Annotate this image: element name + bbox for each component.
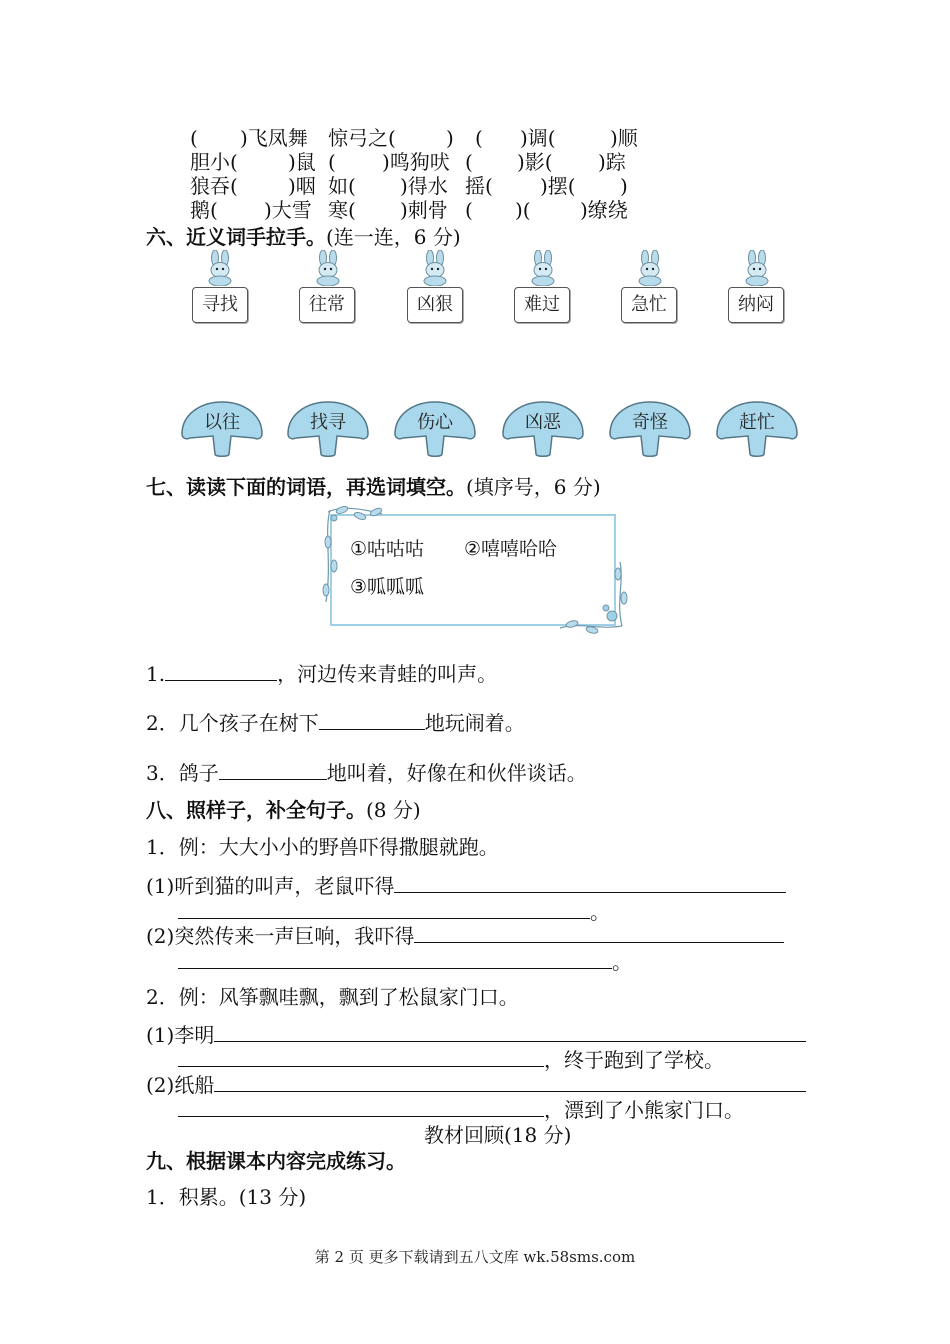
section-note: (填序号，6 分) (466, 475, 601, 499)
fill-question-3 (146, 759, 587, 786)
question-suffix: 地玩闹着。 (424, 711, 525, 735)
idiom-text: 鹅( (190, 198, 218, 222)
question-prefix: 2．几个孩子在树下 (146, 711, 319, 735)
mushroom-word: 奇怪 (632, 412, 668, 433)
idiom-text: )鼠 (288, 150, 316, 174)
sentence-2-1 (146, 1021, 806, 1048)
example-1: 1．例：大大小小的野兽吓得撒腿就跑。 (146, 835, 499, 859)
question-suffix: 地叫着，好像在和伙伴谈话。 (326, 761, 587, 785)
bunny-icon (740, 250, 774, 286)
idiom-text: )顺 (610, 126, 638, 150)
answer-blank[interactable] (178, 948, 612, 969)
section-title: 六、近义词手拉手。 (146, 225, 326, 249)
idiom-text: )摆( (540, 174, 576, 198)
sentence-period: 。 (590, 900, 610, 924)
idiom-text: 狼吞( (190, 174, 238, 198)
idiom-text: )得水 (400, 174, 448, 198)
answer-blank[interactable] (319, 709, 425, 730)
sentence-1-1-cont (178, 898, 610, 925)
sentence-1-2-cont (178, 948, 632, 975)
idiom-text: ( (465, 198, 473, 222)
idiom-text: )影( (517, 150, 553, 174)
idiom-text: )大雪 (264, 198, 312, 222)
bunny-icon (311, 250, 345, 286)
answer-blank[interactable] (165, 660, 277, 681)
mushroom-card[interactable] (392, 400, 478, 460)
mushroom-word: 伤心 (417, 412, 453, 433)
question-prefix: 1. (146, 662, 166, 686)
idiom-text: )咽 (288, 174, 316, 198)
sentence-2-2 (146, 1071, 806, 1098)
idiom-text: ) (446, 126, 454, 150)
answer-blank[interactable] (219, 759, 327, 780)
section-8-heading (146, 797, 421, 823)
bunny-icon (526, 250, 560, 286)
answer-blank[interactable] (414, 922, 784, 943)
sentence-period: 。 (612, 950, 632, 974)
idiom-text: 寒( (328, 198, 356, 222)
idiom-text: )( (515, 198, 531, 222)
sentence-suffix: ，终于跑到了学校。 (544, 1048, 724, 1072)
sentence-1-2 (146, 922, 784, 949)
sentence-prefix: (2)纸船 (146, 1073, 215, 1097)
sentence-suffix: ，漂到了小熊家门口。 (544, 1098, 744, 1122)
word-card-top[interactable]: 往常 (299, 287, 355, 323)
sentence-prefix: (1)李明 (146, 1023, 215, 1047)
option-2: ②嘻嘻哈哈 (464, 538, 558, 560)
fill-question-2 (146, 709, 525, 736)
idiom-text: )鸣狗吠 (382, 150, 450, 174)
idiom-text: ( (465, 150, 473, 174)
sentence-2-2-cont (178, 1096, 744, 1123)
mushroom-word: 赶忙 (739, 412, 775, 433)
bunny-icon (633, 250, 667, 286)
idiom-text: ( (475, 126, 483, 150)
option-1: ①咕咕咕 (350, 538, 425, 560)
idiom-text: )调( (520, 126, 556, 150)
section-note: (8 分) (366, 798, 421, 822)
section-7-heading (146, 474, 601, 500)
idiom-text: ( (328, 150, 336, 174)
sentence-prefix: (2)突然传来一声巨响，我吓得 (146, 924, 415, 948)
idiom-text: )飞凤舞 (240, 126, 308, 150)
answer-blank[interactable] (178, 1096, 544, 1117)
idiom-text: )刺骨 (400, 198, 448, 222)
section-note: (连一连，6 分) (326, 225, 461, 249)
idiom-text: 如( (328, 174, 356, 198)
section-9-heading: 九、根据课本内容完成练习。 (146, 1149, 406, 1173)
bunny-icon (418, 250, 452, 286)
bunny-icon (203, 250, 237, 286)
answer-blank[interactable] (214, 1021, 806, 1042)
idiom-text: 摇( (465, 174, 493, 198)
word-card-top[interactable]: 寻找 (192, 287, 248, 323)
idiom-text: 惊弓之( (328, 126, 396, 150)
sentence-1-1 (146, 872, 786, 899)
answer-blank[interactable] (394, 872, 786, 893)
question-prefix: 3．鸽子 (146, 761, 219, 785)
review-heading: 教材回顾(18 分) (424, 1123, 572, 1147)
mushroom-card[interactable] (607, 400, 693, 460)
example-2: 2．例：风筝飘哇飘，飘到了松鼠家门口。 (146, 985, 519, 1009)
idiom-text: )缭绕 (580, 198, 628, 222)
mushroom-word: 以往 (204, 412, 240, 433)
word-card-top[interactable]: 难过 (514, 287, 570, 323)
option-3: ③呱呱呱 (350, 576, 425, 598)
mushroom-card[interactable] (500, 400, 586, 460)
mushroom-word: 找寻 (310, 412, 346, 433)
word-card-top[interactable]: 凶狠 (407, 287, 463, 323)
question-suffix: ，河边传来青蛙的叫声。 (277, 662, 498, 686)
mushroom-card[interactable] (179, 400, 265, 460)
mushroom-card[interactable] (714, 400, 800, 460)
idiom-text: 胆小( (190, 150, 238, 174)
mushroom-card[interactable] (285, 400, 371, 460)
word-card-top[interactable]: 急忙 (621, 287, 677, 323)
idiom-text: ) (620, 174, 628, 198)
idiom-text: )踪 (598, 150, 626, 174)
idiom-text: ( (190, 126, 198, 150)
answer-blank[interactable] (178, 898, 590, 919)
section-title: 七、读读下面的词语，再选词填空。 (146, 475, 466, 499)
word-card-top[interactable]: 纳闷 (728, 287, 784, 323)
answer-blank[interactable] (214, 1071, 806, 1092)
vine-decoration-icon (320, 502, 630, 636)
mushroom-word: 凶恶 (525, 412, 561, 433)
page-footer: 第 2 页 更多下载请到五八文库 wk.58sms.com (314, 1248, 636, 1266)
section-title: 八、照样子，补全句子。 (146, 798, 366, 822)
section-9-item-1: 1．积累。(13 分) (146, 1185, 307, 1209)
sentence-2-1-cont (178, 1046, 724, 1073)
fill-question-1 (146, 660, 497, 687)
section-6-heading (146, 224, 461, 250)
answer-blank[interactable] (178, 1046, 544, 1067)
sentence-prefix: (1)听到猫的叫声，老鼠吓得 (146, 874, 395, 898)
